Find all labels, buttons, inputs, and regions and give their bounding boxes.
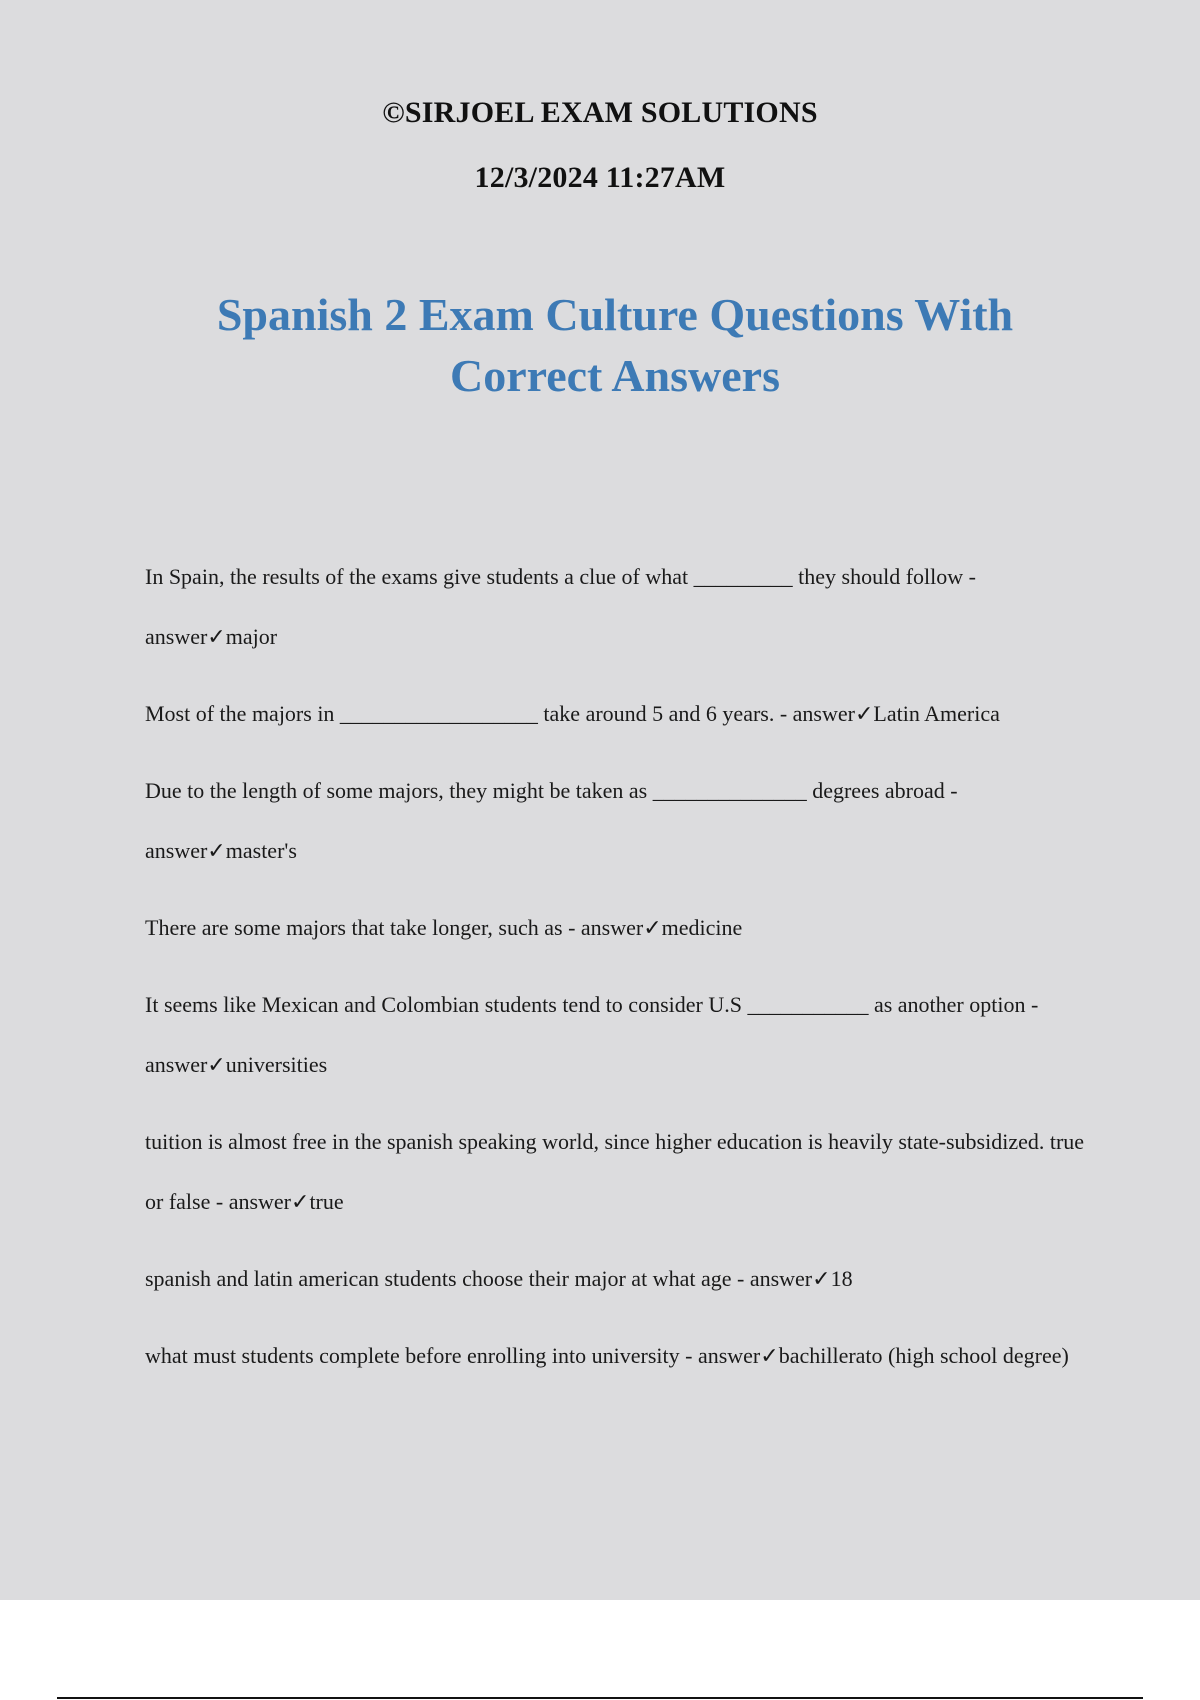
question-text: spanish and latin american students choose their major at what age - [145,1266,750,1291]
answer-text: universities [225,1052,328,1077]
answer-text: medicine [661,915,743,940]
answer-marker: answer✓ [792,701,874,726]
question-text: It seems like Mexican and Colombian students tend to consider U.S ___________ as another option - [145,992,1039,1017]
qa-item [145,1112,1095,1232]
date-header: 12/3/2024 11:27AM [474,161,726,194]
answer-marker: answer✓ [145,838,226,863]
answer-marker: answer✓ [749,1266,831,1291]
question-text: There are some majors that take longer, such as - [145,915,581,940]
qa-item [145,1326,1095,1386]
qa-item [145,898,1095,958]
answer-text: major [225,624,278,649]
qa-item [145,684,1095,744]
document-title: Spanish 2 Exam Culture Questions With Correct Answers [216,289,1014,401]
answer-marker: answer✓ [145,624,226,649]
answer-text: true [309,1189,344,1214]
answer-text: 18 [830,1266,853,1291]
answer-marker: answer✓ [697,1343,779,1368]
answer-text: bachillerato (high school degree) [778,1343,1069,1368]
question-text: Most of the majors in __________________ take around 5 and 6 years. - [145,701,793,726]
qa-item [145,547,1095,667]
qa-list [145,547,1095,1403]
qa-item [145,761,1095,881]
question-text: In Spain, the results of the exams give students a clue of what _________ they should follow - [145,564,976,589]
answer-text: master's [225,838,297,863]
answer-marker: answer✓ [145,1052,226,1077]
answer-text: Latin America [873,701,1000,726]
answer-marker: answer✓ [228,1189,310,1214]
question-text: tuition is almost free in the spanish speaking world, since higher education is heavily state-subsidized. true or false - [145,1129,1085,1214]
question-text: what must students complete before enrolling into university - [145,1343,698,1368]
qa-item [145,1249,1095,1309]
question-text: Due to the length of some majors, they might be taken as ______________ degrees abroad - [145,778,958,803]
footer-divider [57,1697,1143,1699]
answer-marker: answer✓ [580,915,662,940]
qa-item [145,975,1095,1095]
company-header: ©SIRJOEL EXAM SOLUTIONS [382,96,818,129]
